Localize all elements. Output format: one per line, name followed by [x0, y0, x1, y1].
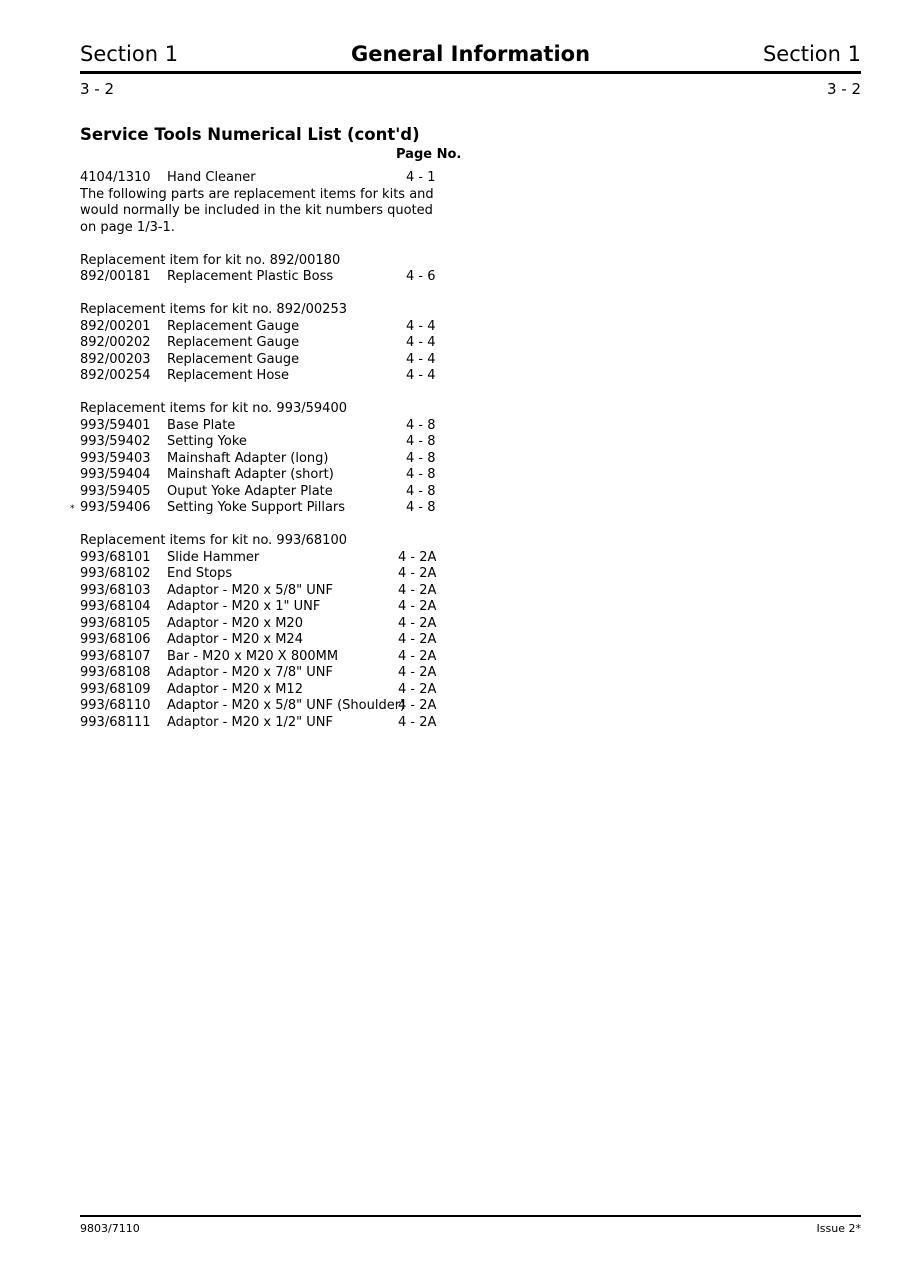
group-spacer	[80, 286, 480, 303]
list-item	[80, 451, 480, 468]
list-item	[80, 599, 480, 616]
kit-group-heading: Replacement items for kit no. 993/68100	[80, 533, 347, 548]
list-item	[80, 484, 480, 501]
kit-group-heading: Replacement items for kit no. 892/00253	[80, 302, 347, 317]
list-item	[80, 583, 480, 600]
header-section-right: Section 1	[762, 42, 861, 66]
part-description: End Stops	[167, 566, 233, 581]
page-ref: 4 - 6	[406, 269, 436, 284]
page-ref: 4 - 2A	[398, 566, 437, 581]
group-spacer	[80, 385, 480, 402]
part-description: Replacement Gauge	[167, 318, 300, 334]
kit-groups	[70, 236, 480, 731]
page-ref: 4 - 2A	[398, 698, 437, 713]
page-ref: 4 - 4	[406, 335, 436, 350]
part-code: 993/68104	[80, 599, 151, 614]
revision-marker: *	[70, 504, 75, 514]
list-item	[80, 698, 480, 715]
part-code: 993/68102	[80, 566, 151, 581]
part-code: 993/68106	[80, 632, 151, 647]
page-ref: 4 - 2A	[398, 681, 437, 697]
kit-group-heading: Replacement item for kit no. 892/00180	[80, 252, 341, 268]
page-ref: 4 - 8	[406, 417, 436, 433]
page-ref: 4 - 2A	[398, 582, 437, 598]
list-item	[80, 170, 480, 187]
header-divider	[80, 71, 861, 74]
part-code: 993/59405	[80, 483, 151, 499]
part-code: 892/00203	[80, 351, 151, 367]
part-code: 993/68101	[80, 549, 151, 565]
page-ref: 4 - 2A	[398, 549, 437, 565]
part-description: Base Plate	[167, 417, 236, 433]
part-description: Replacement Plastic Boss	[167, 269, 334, 284]
list-item	[80, 566, 480, 583]
part-description: Adaptor - M20 x 5/8" UNF	[167, 582, 333, 598]
part-description: Replacement Gauge	[167, 351, 300, 367]
page-title: Service Tools Numerical List (cont'd)	[80, 125, 420, 144]
part-code: 993/68107	[80, 648, 151, 664]
part-description: Hand Cleaner	[167, 170, 256, 185]
part-description: Setting Yoke	[167, 434, 247, 449]
page-number-left: 3 - 2	[80, 80, 115, 98]
tools-list	[70, 124, 480, 731]
part-code: 993/59406	[80, 500, 151, 515]
footer-divider	[80, 1215, 861, 1217]
part-code: 4104/1310	[80, 170, 151, 185]
part-description: Ouput Yoke Adapter Plate	[167, 483, 333, 499]
part-code: 993/68108	[80, 665, 151, 680]
part-code: 892/00202	[80, 335, 151, 350]
page-ref: 4 - 8	[406, 450, 436, 466]
group-spacer	[80, 236, 480, 253]
part-description: Mainshaft Adapter (short)	[167, 467, 334, 482]
part-description: Setting Yoke Support Pillars	[167, 500, 346, 515]
part-description: Adaptor - M20 x 1" UNF	[167, 599, 321, 614]
list-item	[80, 632, 480, 649]
group-spacer	[80, 517, 480, 534]
part-description: Adaptor - M20 x M24	[167, 632, 303, 647]
list-item	[80, 665, 480, 682]
part-code: 892/00254	[80, 368, 151, 383]
page-ref: 4 - 2A	[398, 648, 437, 664]
part-description: Adaptor - M20 x 7/8" UNF	[167, 665, 333, 680]
page-number-right: 3 - 2	[826, 80, 861, 98]
part-description: Bar - M20 x M20 X 800MM	[167, 648, 339, 664]
part-code: 993/59401	[80, 417, 151, 433]
list-item	[80, 368, 480, 385]
list-item	[80, 682, 480, 699]
list-item	[80, 269, 480, 286]
list-item	[80, 319, 480, 336]
footer-issue: Issue 2*	[816, 1222, 861, 1235]
note-paragraph: The following parts are replacement items for kits and would normally be included in the kit numbers quoted on page 1/3-1.	[80, 186, 434, 235]
page-ref: 4 - 1	[406, 170, 436, 185]
part-code: 892/00181	[80, 269, 151, 284]
part-description: Adaptor - M20 x 1/2" UNF	[167, 714, 333, 730]
footer-doc-number: 9803/7110	[80, 1222, 140, 1235]
page-no-column-header: Page No.	[396, 147, 462, 162]
part-description: Mainshaft Adapter (long)	[167, 450, 329, 466]
page-ref: 4 - 2A	[398, 599, 437, 614]
header-title: General Information	[350, 42, 591, 66]
kit-group-heading: Replacement items for kit no. 993/59400	[80, 401, 347, 416]
part-description: Adaptor - M20 x M20	[167, 615, 303, 631]
part-code: 993/59402	[80, 434, 151, 449]
page-ref: 4 - 4	[406, 368, 436, 383]
part-description: Adaptor - M20 x M12	[167, 681, 303, 697]
part-description: Adaptor - M20 x 5/8" UNF (Shoulder)	[167, 698, 406, 713]
page-ref: 4 - 2A	[398, 615, 437, 631]
list-item	[80, 335, 480, 352]
page-ref: 4 - 4	[406, 318, 436, 334]
list-item	[80, 616, 480, 633]
part-description: Replacement Hose	[167, 368, 290, 383]
part-description: Slide Hammer	[167, 549, 260, 565]
part-code: 993/59404	[80, 467, 151, 482]
list-item	[80, 418, 480, 435]
list-item	[70, 500, 480, 517]
part-code: 993/68103	[80, 582, 151, 598]
page-ref: 4 - 4	[406, 351, 436, 367]
part-code: 993/68109	[80, 681, 151, 697]
page-ref: 4 - 2A	[398, 714, 437, 730]
part-code: 892/00201	[80, 318, 151, 334]
part-code: 993/68105	[80, 615, 151, 631]
page-ref: 4 - 8	[406, 467, 436, 482]
list-item	[80, 715, 480, 732]
header-section-left: Section 1	[80, 42, 179, 66]
list-item	[80, 352, 480, 369]
page-ref: 4 - 8	[406, 434, 436, 449]
part-description: Replacement Gauge	[167, 335, 300, 350]
list-item	[80, 467, 480, 484]
list-item	[80, 434, 480, 451]
list-item	[80, 550, 480, 567]
list-item	[80, 649, 480, 666]
page-ref: 4 - 8	[406, 483, 436, 499]
page-ref: 4 - 8	[406, 500, 436, 515]
part-code: 993/59403	[80, 450, 151, 466]
page-ref: 4 - 2A	[398, 632, 437, 647]
part-code: 993/68110	[80, 698, 151, 713]
page-ref: 4 - 2A	[398, 665, 437, 680]
part-code: 993/68111	[80, 714, 151, 730]
page-header	[80, 42, 861, 72]
